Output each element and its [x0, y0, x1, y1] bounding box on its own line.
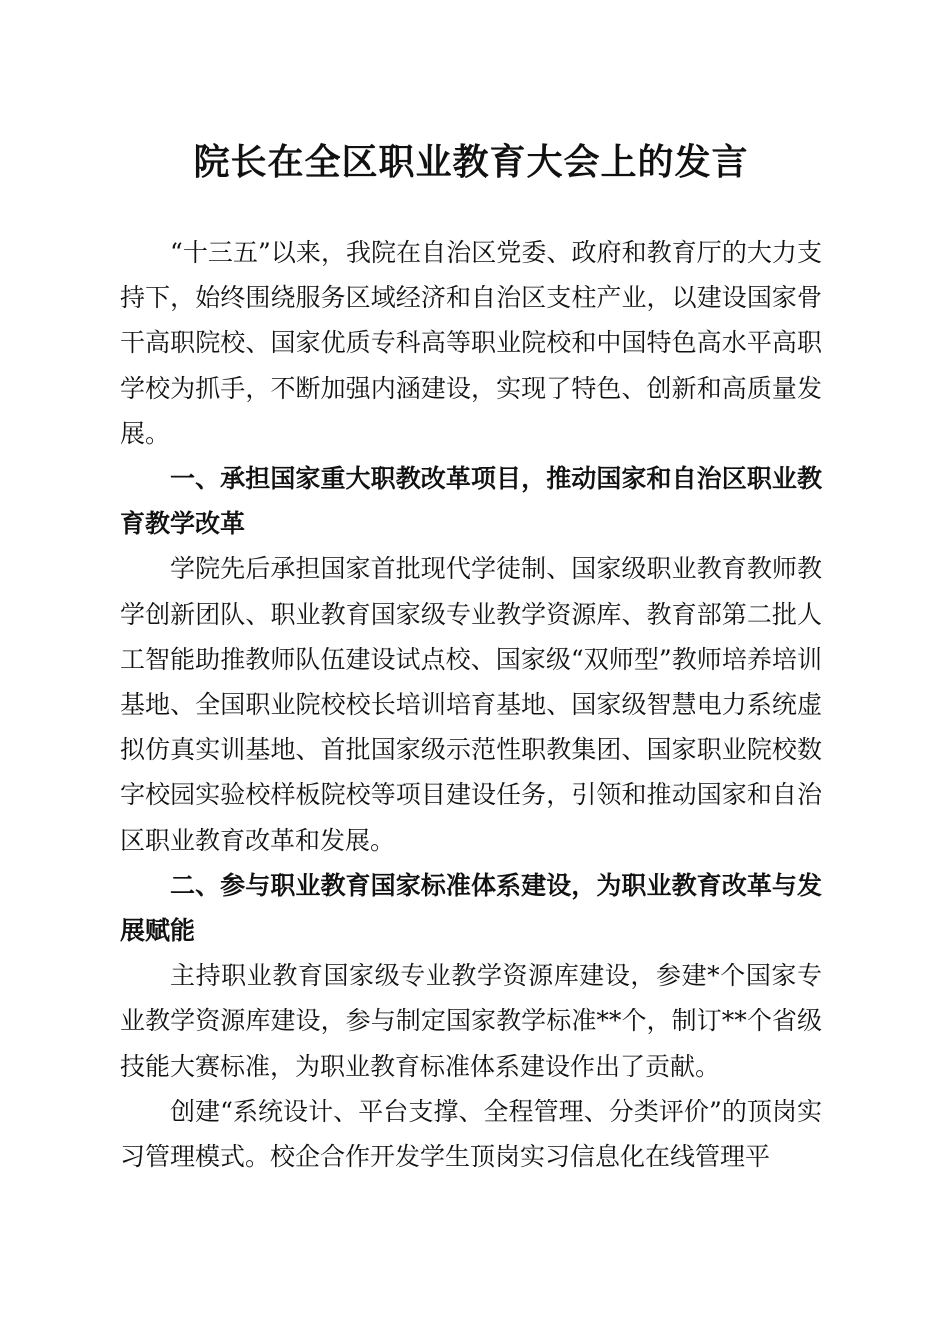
section-heading-1: 一、承担国家重大职教改革项目，推动国家和自治区职业教育教学改革 [120, 464, 822, 539]
document-title: 院长在全区职业教育大会上的发言 [193, 141, 749, 183]
section-1-paragraph: 学院先后承担国家首批现代学徒制、国家级职业教育教师教学创新团队、职业教育国家级专业教学资源库、教育部第二批人工智能助推教师队伍建设试点校、国家级“双师型”教师培养培训基地、全国职业院校校长培训培育基地、国家级智慧电力系统虚拟仿真实训基地、首批国家级示范性职教集团、国家职业院校数字校园实验校样板院校等项目建设任务，引领和推动国家和自治区职业教育改革和发展。 [120, 554, 822, 855]
section-heading-2: 二、参与职业教育国家标准体系建设，为职业教育改革与发展赋能 [120, 870, 822, 946]
document-body [120, 230, 822, 1179]
section-2-paragraph-1: 主持职业教育国家级专业教学资源库建设，参建*个国家专业教学资源库建设，参与制定国家教学标准**个，制订**个省级技能大赛标准，为职业教育标准体系建设作出了贡献。 [120, 961, 822, 1081]
intro-paragraph: “十三五”以来，我院在自治区党委、政府和教育厅的大力支持下，始终围绕服务区域经济和自治区支柱产业，以建设国家骨干高职院校、国家优质专科高等职业院校和中国特色高水平高职学校为抓手，不断加强内涵建设，实现了特色、创新和高质量发展。 [120, 238, 822, 448]
section-2-paragraph-2: 创建“系统设计、平台支撑、全程管理、分类评价”的顶岗实习管理模式。校企合作开发学生顶岗实习信息化在线管理平 [120, 1096, 822, 1172]
